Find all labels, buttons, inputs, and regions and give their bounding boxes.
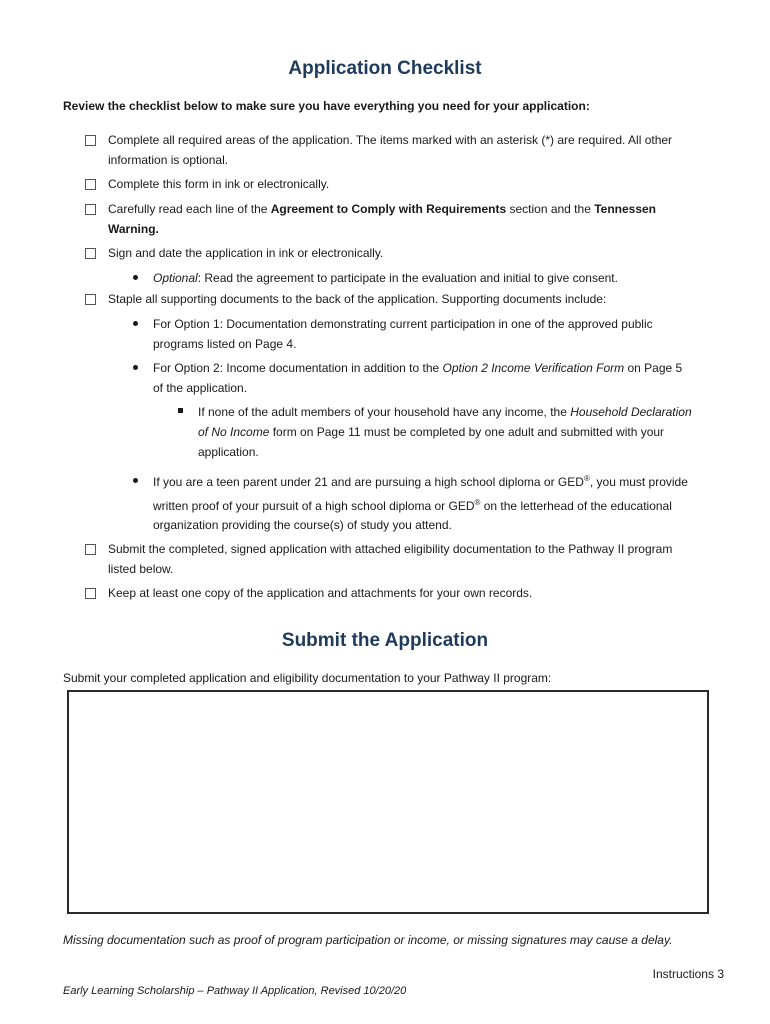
checklist-intro: Review the checklist below to make sure you have everything you need for your application: xyxy=(63,99,590,113)
missing-docs-note: Missing documentation such as proof of program participation or income, or missing signatures may cause a delay. xyxy=(63,933,673,947)
bullet-icon xyxy=(133,321,138,326)
submit-lead: Submit your completed application and eligibility documentation to your Pathway II program: xyxy=(63,671,552,685)
item4-subitem: Optional: Read the agreement to participate in the evaluation and initial to give consent. xyxy=(153,271,618,285)
item5-text: Staple all supporting documents to the back of the application. Supporting documents include: xyxy=(108,292,607,306)
bullet-icon xyxy=(133,365,138,370)
option2-sub-line3: application. xyxy=(198,445,259,459)
checkbox-icon[interactable] xyxy=(85,248,96,259)
item2-text: Complete this form in ink or electronically. xyxy=(108,177,330,191)
program-address-box[interactable] xyxy=(67,690,709,914)
teen-line1: If you are a teen parent under 21 and are pursuing a high school diploma or GED®, you must provide xyxy=(153,474,688,489)
option2-line1: For Option 2: Income documentation in addition to the Option 2 Income Verification Form on Page 5 xyxy=(153,361,683,375)
checkbox-icon[interactable] xyxy=(85,179,96,190)
item4-text: Sign and date the application in ink or electronically. xyxy=(108,246,384,260)
footer-doc-label: Early Learning Scholarship – Pathway II Application, Revised 10/20/20 xyxy=(63,985,407,997)
page-number: Instructions 3 xyxy=(652,967,724,981)
item7-text: Keep at least one copy of the application and attachments for your own records. xyxy=(108,586,533,600)
checkbox-icon[interactable] xyxy=(85,544,96,555)
teen-line2: written proof of your pursuit of a high school diploma or GED® on the letterhead of the educational xyxy=(153,498,672,513)
checkbox-icon[interactable] xyxy=(85,294,96,305)
option1-line2: programs listed on Page 4. xyxy=(153,337,297,351)
bullet-icon xyxy=(133,275,138,280)
option2-line2: of the application. xyxy=(153,381,248,395)
checkbox-icon[interactable] xyxy=(85,204,96,215)
item3-line1: Carefully read each line of the Agreement to Comply with Requirements section and the Tennessen xyxy=(108,202,657,216)
checkbox-icon[interactable] xyxy=(85,135,96,146)
option2-sub-line1: If none of the adult members of your household have any income, the Household Declaration xyxy=(198,405,692,419)
submit-title: Submit the Application xyxy=(281,630,489,651)
item6-line1: Submit the completed, signed application with attached eligibility documentation to the Pathway II program xyxy=(108,542,673,556)
item1-line1: Complete all required areas of the application. The items marked with an asterisk (*) are required. All other xyxy=(108,133,673,147)
bullet-icon xyxy=(133,478,138,483)
item6-line2: listed below. xyxy=(108,562,174,576)
option1-line1: For Option 1: Documentation demonstrating current participation in one of the approved public xyxy=(153,317,653,331)
item1-line2: information is optional. xyxy=(108,153,229,167)
item3-line2: Warning. xyxy=(108,222,159,236)
checklist-title: Application Checklist xyxy=(288,58,482,79)
option2-sub-line2: of No Income form on Page 11 must be completed by one adult and submitted with your xyxy=(198,425,665,439)
checkbox-icon[interactable] xyxy=(85,588,96,599)
square-bullet-icon xyxy=(178,408,183,413)
teen-line3: organization providing the course(s) of study you attend. xyxy=(153,518,452,532)
